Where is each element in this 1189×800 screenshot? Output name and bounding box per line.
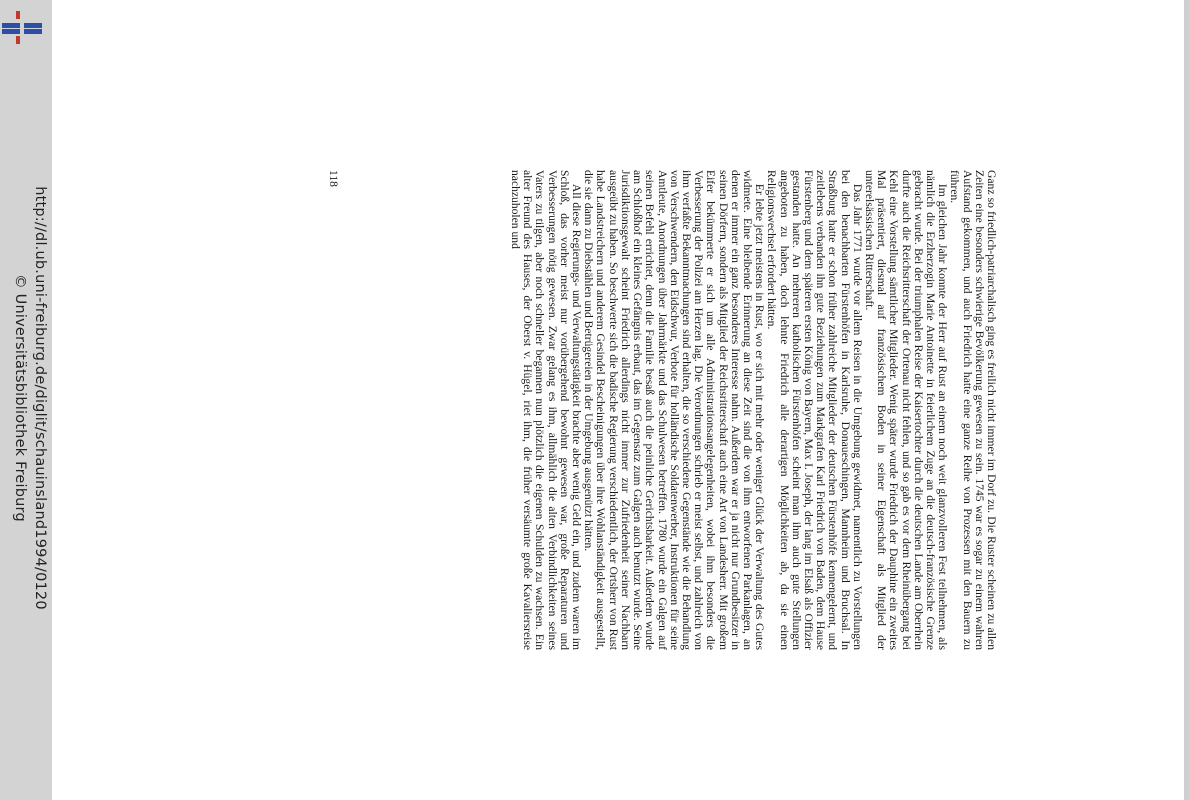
sidebar-caption [2,18,50,778]
source-url[interactable]: http://dl.ub.uni-freiburg.de/diglit/schauinsland1994/0120 [32,186,48,610]
paragraph: Er lebte jetzt meistens in Rust, wo er sich mit mehr oder weniger Glück der Verwaltung des Gutes widmete. Eine bleibende Erinnerung an diese Zeit sind die von ihm entworfenen Parkanlagen, an denen er immer ein ganz besonderes Interesse nahm. Außerdem war er ja nicht nur Grundbesitzer in seinen Dörfern, sondern als Mitglied der Reichsritterschaft auch eine Art von Landesherr. Mit großem Eifer bekümmerte er sich um alle Administrationsangelegenheiten, wobei ihm besonders die Verbesserung der Polizei am Herzen lag. Die Verordnungen schrieb er meist selbst, und zahlreich von ihm verfaßte Bekanntmachungen sind erhalten, die so verschiedene Gegenstände wie die Behandlung von Verschwendern, den Eidschwur, Verbote für holländische Soldatenwerber, Instruktionen für seine Amtleute, Anordnungen über Jahrmärkte und das Schulwesen betreffen. 1780 wurde ein Galgen auf seinen Befehl errichtet, denn die Familie besaß auch die peinliche Gerichtsbarkeit. Außerdem wurde am Schloßhof ein kleines Gefängnis erbaut, das im Gegensatz zum Galgen auch benutzt wurde. Seine Jurisdiktionsgewalt scheint Friedrich allerdings nicht immer zur Zufriedenheit seiner Nachbarn ausgeübt zu haben. So beschwerte sich die badische Regierung verschiedentlich, der Ortsherr von Rust habe Landstreichern und anderem Gesindel Bescheinigungen über ihre Wohlanständigkeit ausgestellt, die sie dann zu Diebstählen und Betrügereien in der Umgebung ausgenützt hätten. [582,170,767,650]
copyright-notice: © Universitätsbibliothek Freiburg [12,274,28,522]
sidebar [0,0,52,800]
document-page [267,170,997,650]
paragraph: Ganz so friedlich-patriarchalisch ging es freilich nicht immer im Dorf zu. Die Ruster scheinen zu allen Zeiten eine besonders schwierige Bevölkerung gewesen zu sein. 1745 war es sogar zu einem wahren Aufstand gekommen, und auch Friedrich hatte eine ganze Reihe von Prozessen mit den Bauern zu führen. [948,170,998,650]
page-number: 118 [327,170,340,187]
paragraph: Das Jahr 1771 wurde vor allem Reisen in die Umgebung gewidmet, namentlich zu Vorstellungen bei den benachbarten Fürstenhöfen in Karlsruhe, Donaueschingen, Mannheim und Bruchsal. In Straßburg hatte er schon früher zahlreiche Mitglieder der deutschen Fürstenhöfe kennengelernt, und zeitlebens verbanden ihn gute Beziehungen zum Markgrafen Karl Friedrich von Baden, dem Hause Fürstenberg und dem späteren ersten König von Bayern, Max I. Joseph, der lang im Elsaß als Offizier gestanden hatte. An mehreren katholischen Fürstenhöfen scheint man ihm auch gute Stellungen angeboten zu haben, doch lehnte Friedrich alle derartigen Möglichkeiten ab, da sie einen Religionswechsel erfordert hätten. [765,170,864,650]
scrollbar-edge [1184,0,1189,800]
paragraph: Im gleichen Jahr konnte der Herr auf Rust an einem noch weit glanzvolleren Fest teilnehmen, als nämlich die Erzherzogin Marie Antoinette in feierlichem Zuge an die deutsch-französische Grenze gebracht wurde. Bei der triumphalen Reise der Kaisertochter durch die deutschen Lande am Oberrhein durfte auch die Reichsritterschaft der Ortenau nicht fehlen, und so gab es vor dem Rheinübergang bei Kehl eine Vorstellung sämtlicher Mitglieder. Wenig später wurde Friedrich der Dauphine ein zweites Mal präsentiert, diesmal auf französischem Boden in seiner Eigenschaft als Mitglied der unterelsässischen Ritterschaft. [862,170,950,650]
paragraph: All diese Regierungs- und Verwaltungstätigkeit brachte aber wenig Geld ein, und zudem waren im Schloß, das vorher meist nur vorübergehend bewohnt gewesen war, große Reparaturen und Verbesserungen nötig gewesen. Zwar gelang es ihm, allmählich die alten Verbindlichkeiten seines Vaters zu tilgen, aber noch schneller begannen nun plötzlich die eigenen Schulden zu wachsen. Ein alter Freund des Hauses, der Oberst v. Hügel, riet ihm, die früher versäumte große Kavaliersreise nachzuholen und [509,170,584,650]
page-text [509,170,997,650]
